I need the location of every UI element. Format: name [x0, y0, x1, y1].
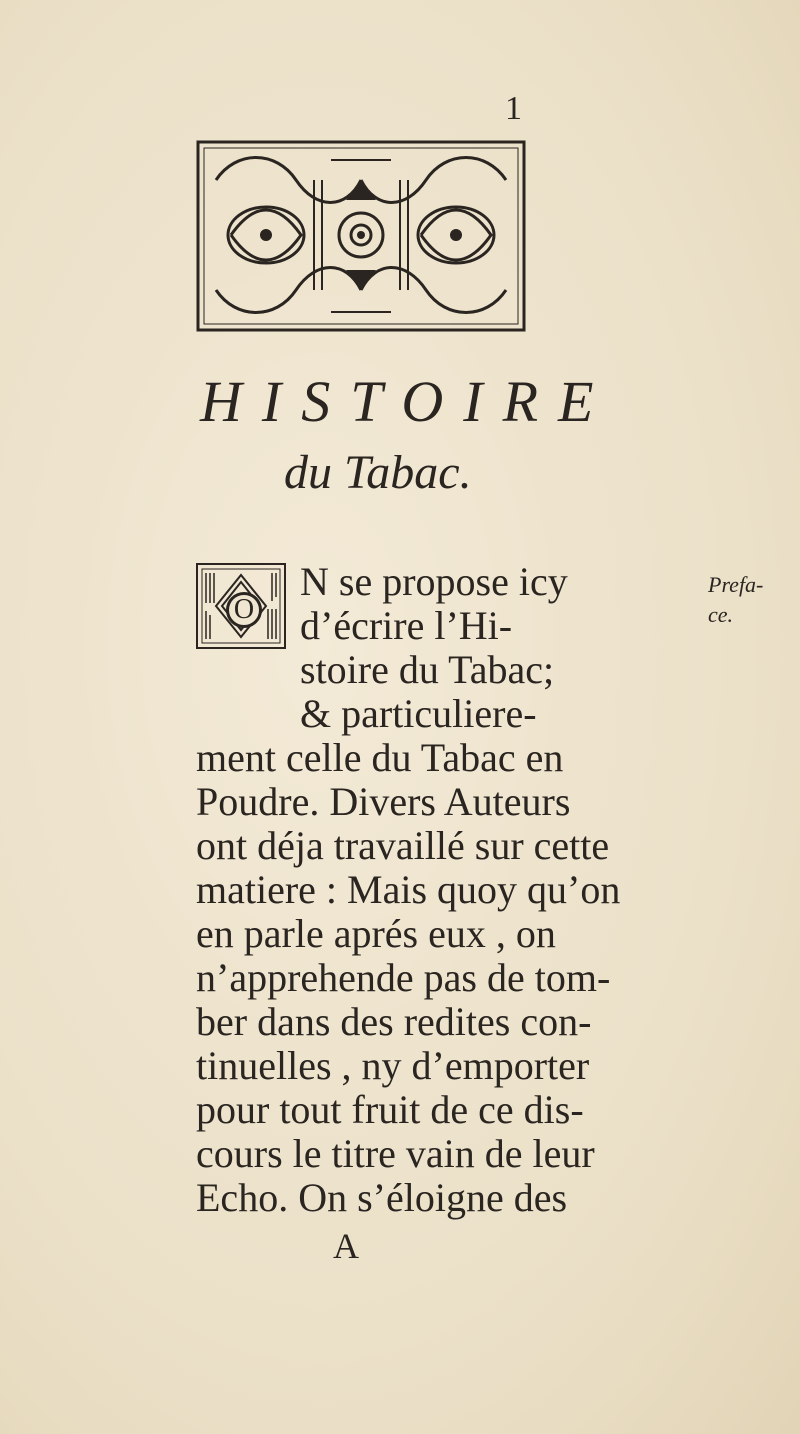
drop-cap-letter: O [226, 592, 262, 628]
text-line: cours le titre vain de leur [196, 1131, 595, 1176]
text-line: pour tout fruit de ce dis- [196, 1087, 584, 1132]
text-line: n’apprehende pas de tom- [196, 955, 611, 1000]
signature-mark: A [333, 1226, 359, 1266]
text-line: tinuelles , ny d’emporter [196, 1043, 590, 1088]
text-line: ont déja travaillé sur cette [196, 823, 610, 868]
text-line: en parle aprés eux , on [196, 911, 556, 956]
page-title: HISTOIRE [200, 369, 614, 434]
text-line: Poudre. Divers Auteurs [196, 779, 571, 824]
margin-note [708, 570, 763, 630]
text-line: d’écrire l’Hi- [300, 603, 513, 648]
text-line: matiere : Mais quoy qu’on [196, 867, 621, 912]
text-line: N se propose icy [300, 559, 568, 604]
text-line: ber dans des redites con- [196, 999, 592, 1044]
text-line: ment celle du Tabac en [196, 735, 564, 780]
text-line: Echo. On s’éloigne des [196, 1175, 568, 1220]
margin-note-line: Prefa- [708, 572, 764, 597]
text-line: stoire du Tabac; [300, 647, 555, 692]
page-number: 1 [505, 90, 522, 127]
margin-note-line: ce. [708, 602, 734, 627]
page-subtitle: du Tabac. [284, 446, 472, 499]
text-line: & particuliere- [300, 691, 537, 736]
